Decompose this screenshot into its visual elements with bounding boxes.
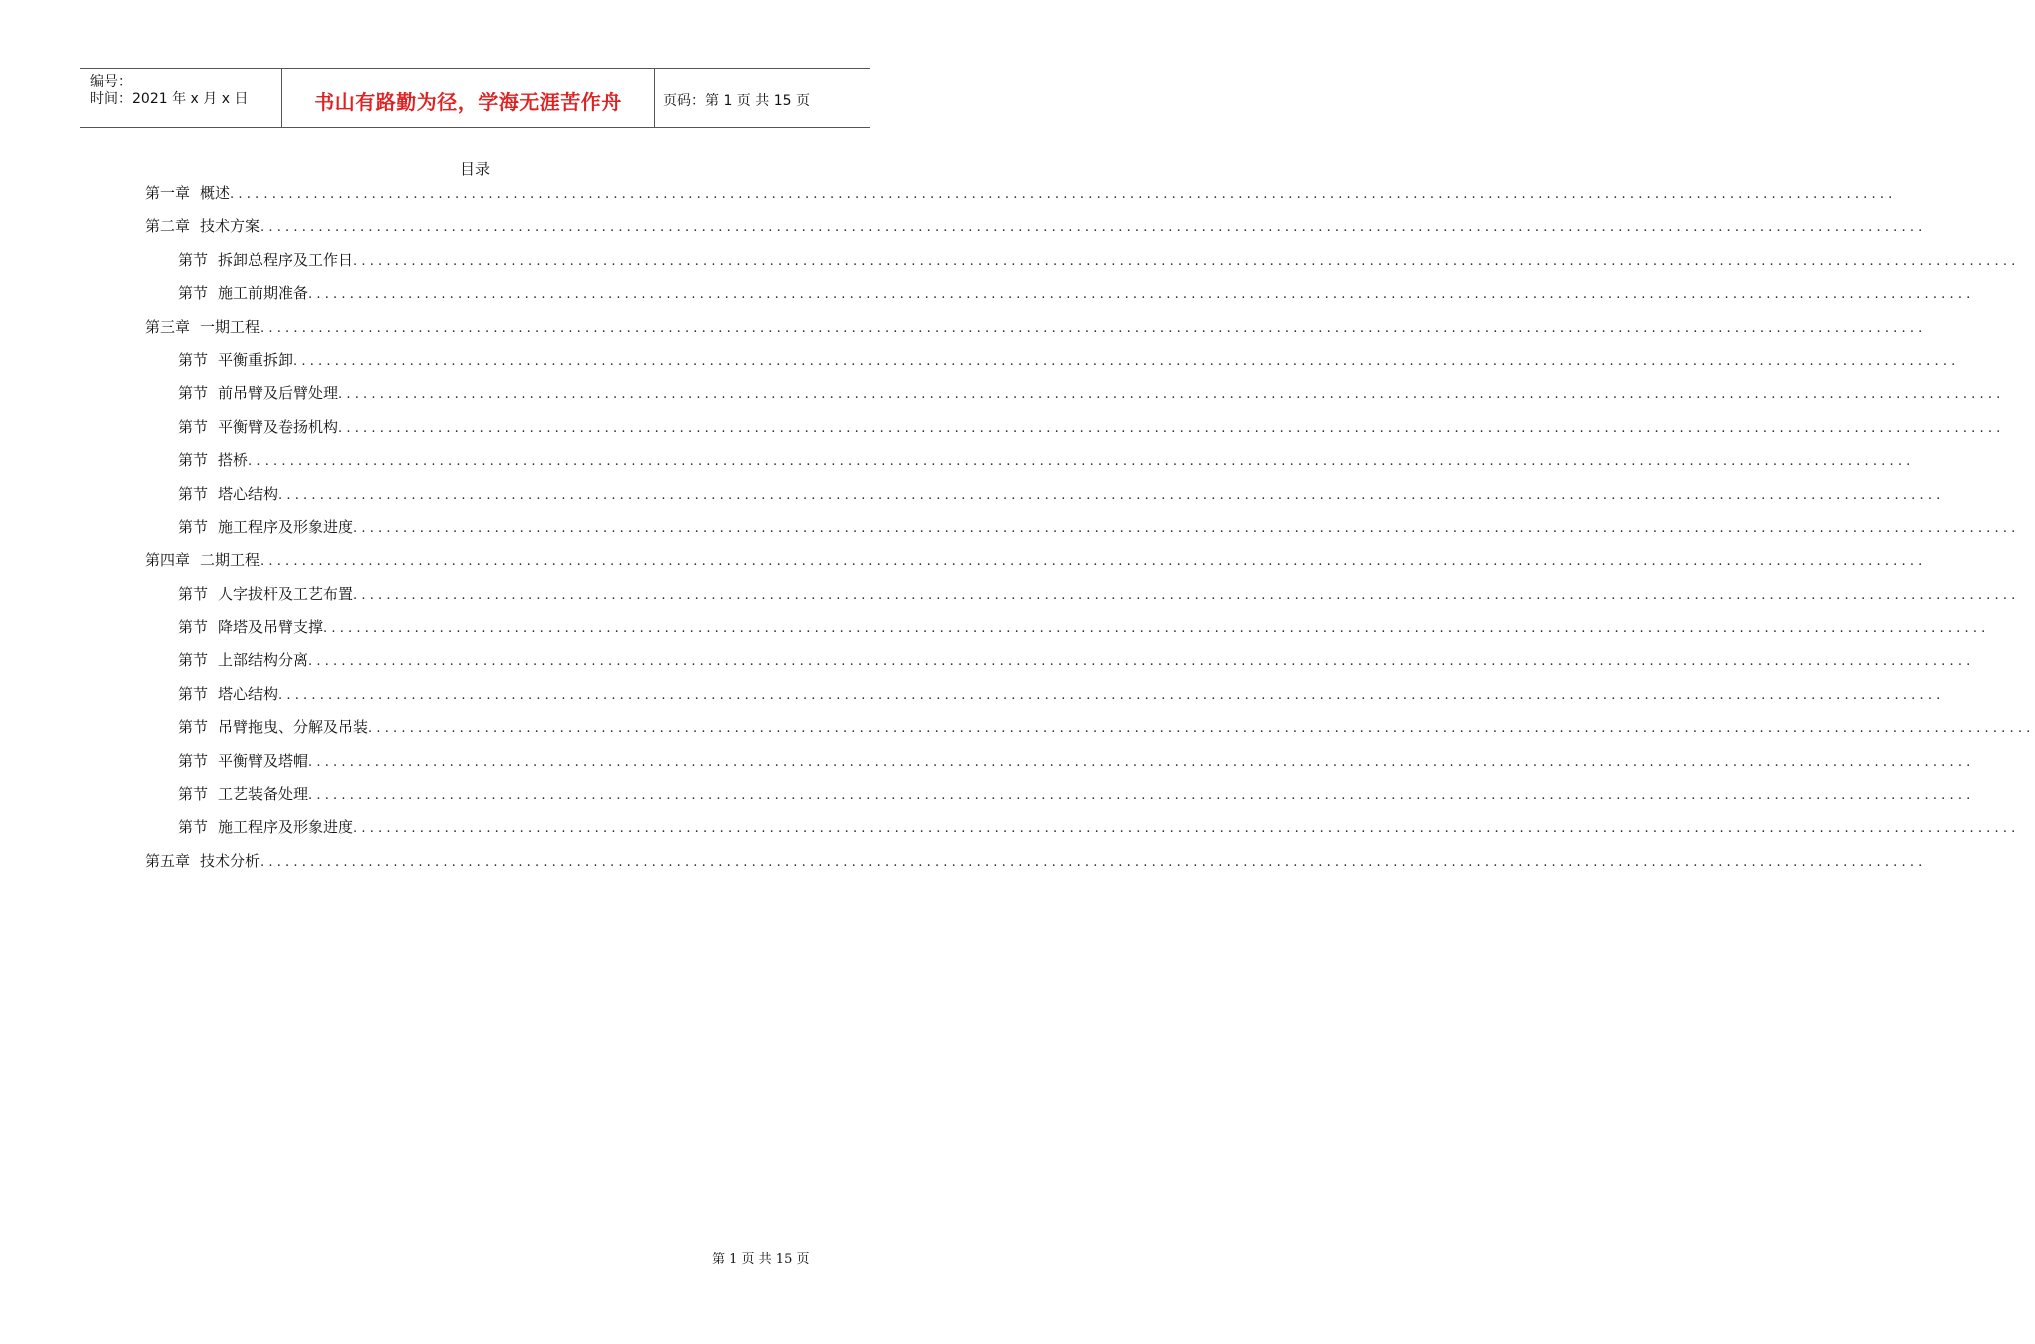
toc-entry-title: 一期工程 — [200, 317, 261, 336]
toc-entry-title: 塔心结构 — [218, 484, 279, 503]
toc-entry-label — [178, 414, 338, 440]
toc-entry-title: 概述 — [200, 184, 231, 202]
toc-entry-label — [178, 714, 368, 740]
toc-entry-title: 降塔及吊臂支撑 — [218, 618, 324, 637]
toc-entry-title: 施工程序及形象进度 — [218, 818, 354, 837]
toc-entry-title: 二期工程 — [200, 551, 261, 570]
toc-section-entry[interactable] — [145, 814, 2020, 847]
toc-entry-title: 平衡重拆卸 — [218, 350, 294, 369]
toc-entry-prefix: 第节 — [178, 785, 209, 804]
toc-dot-leader: ........................................................................................................................................................................................................ — [353, 520, 2020, 536]
toc-dot-leader: ........................................................................................................................................................................................................ — [308, 654, 1975, 670]
toc-entry-label — [145, 314, 260, 340]
toc-entry-title: 上部结构分离 — [218, 651, 309, 670]
toc-entry-prefix: 第节 — [178, 618, 209, 637]
toc-chapter-entry[interactable] — [145, 213, 1927, 246]
toc-section-entry[interactable] — [145, 447, 1915, 480]
toc-entry-label — [178, 814, 353, 840]
toc-entry-title: 施工程序及形象进度 — [218, 517, 354, 536]
page-footer: 第 1 页 共 15 页 — [712, 1252, 810, 1267]
toc-entry-prefix: 第节 — [178, 718, 209, 737]
toc-entry-label — [178, 614, 323, 640]
toc-entry-prefix: 第节 — [178, 250, 209, 269]
toc-chapter-entry[interactable] — [145, 848, 1927, 881]
toc-entry-title: 平衡臂及塔帽 — [218, 751, 309, 770]
toc-entry-title: 施工前期准备 — [218, 284, 309, 303]
toc-dot-leader: ........................................................................................................................................................................................................ — [260, 320, 1927, 336]
toc-entry-label — [178, 347, 293, 373]
toc-entry-prefix: 第节 — [178, 684, 209, 703]
toc-entry-label — [178, 247, 353, 273]
toc-entry-prefix: 第一章 — [145, 184, 191, 202]
toc-chapter-entry[interactable] — [145, 547, 1927, 580]
toc-dot-leader: ........................................................................................................................................................................................................ — [353, 821, 2020, 837]
toc-section-entry[interactable] — [145, 647, 1975, 680]
toc-dot-leader: ........................................................................................................................................................................................................ — [368, 721, 2035, 737]
toc-entry-prefix: 第节 — [178, 584, 209, 603]
toc-entry-label — [178, 380, 338, 406]
header-info-cell — [80, 69, 281, 127]
toc-entry-title: 技术方案 — [200, 217, 261, 236]
toc-entry-title: 人字拔杆及工艺布置 — [218, 584, 354, 603]
toc-dot-leader: ........................................................................................................................................................................................................ — [308, 754, 1975, 770]
toc-entry-label — [145, 213, 260, 239]
toc-dot-leader: ........................................................................................................................................................................................................ — [323, 621, 1990, 637]
header-motto-cell — [281, 69, 655, 127]
toc-dot-leader: ........................................................................................................................................................................................................ — [338, 420, 2005, 436]
toc-entry-prefix: 第三章 — [145, 317, 191, 336]
toc-section-entry[interactable] — [145, 748, 1975, 781]
toc-entry-prefix: 第节 — [178, 818, 209, 837]
toc-dot-leader: ........................................................................................................................................................................................................ — [260, 220, 1927, 236]
toc-section-entry[interactable] — [145, 380, 2005, 413]
toc-entry-prefix: 第节 — [178, 751, 209, 770]
toc-dot-leader: ........................................................................................................................................................................................................ — [278, 687, 1945, 703]
toc-section-entry[interactable] — [145, 481, 1945, 514]
toc-entry-label — [178, 280, 308, 306]
toc-dot-leader: ........................................................................................................................................................................................................ — [308, 287, 1975, 303]
toc-entry-prefix: 第节 — [178, 651, 209, 670]
header-page-number: 页码：第 1 页 共 15 页 — [663, 93, 810, 109]
toc-dot-leader: ........................................................................................................................................................................................................ — [353, 587, 2020, 603]
toc-entry-prefix: 第节 — [178, 517, 209, 536]
toc-entry-prefix: 第节 — [178, 350, 209, 369]
toc-chapter-entry[interactable] — [145, 314, 1927, 347]
toc-dot-leader: ........................................................................................................................................................................................................ — [230, 187, 1897, 202]
toc-entry-label — [145, 547, 260, 573]
toc-entry-label — [145, 180, 230, 206]
toc-chapter-entry[interactable] — [145, 180, 1897, 213]
toc-section-entry[interactable] — [145, 614, 1990, 647]
toc-entry-prefix: 第节 — [178, 451, 209, 470]
toc-entry-title: 拆卸总程序及工作日 — [218, 250, 354, 269]
toc-entry-prefix: 第节 — [178, 417, 209, 436]
toc-entry-label — [178, 514, 353, 540]
toc-entry-label — [178, 647, 308, 673]
toc-entry-label — [178, 748, 308, 774]
toc-dot-leader: ........................................................................................................................................................................................................ — [293, 353, 1960, 369]
toc-entry-prefix: 第五章 — [145, 851, 191, 870]
table-of-contents — [145, 180, 2035, 881]
toc-entry-title: 前吊臂及后臂处理 — [218, 384, 339, 403]
toc-section-entry[interactable] — [145, 581, 2020, 614]
toc-entry-label — [145, 848, 260, 874]
toc-entry-title: 塔心结构 — [218, 684, 279, 703]
toc-section-entry[interactable] — [145, 280, 1975, 313]
toc-entry-title: 吊臂拖曳、分解及吊装 — [218, 718, 369, 737]
toc-entry-prefix: 第节 — [178, 384, 209, 403]
toc-entry-label — [178, 781, 308, 807]
toc-entry-title: 技术分析 — [200, 851, 261, 870]
document-date-label: 时间：2021 年 x 月 x 日 — [90, 91, 249, 107]
toc-title: 目录 — [459, 160, 490, 178]
toc-entry-prefix: 第二章 — [145, 217, 191, 236]
page-header — [80, 68, 870, 128]
toc-entry-title: 搭桥 — [218, 451, 249, 470]
toc-dot-leader: ........................................................................................................................................................................................................ — [248, 454, 1915, 470]
toc-dot-leader: ........................................................................................................................................................................................................ — [338, 387, 2005, 403]
toc-section-entry[interactable] — [145, 681, 1945, 714]
header-motto: 书山有路勤为径，学海无涯苦作舟 — [314, 90, 622, 114]
toc-section-entry[interactable] — [145, 247, 2020, 280]
toc-dot-leader: ........................................................................................................................................................................................................ — [278, 487, 1945, 503]
toc-entry-label — [178, 681, 278, 707]
toc-entry-title: 工艺装备处理 — [218, 785, 309, 804]
toc-section-entry[interactable] — [145, 781, 1975, 814]
toc-entry-label — [178, 481, 278, 507]
toc-dot-leader: ........................................................................................................................................................................................................ — [260, 554, 1927, 570]
toc-entry-label — [178, 447, 248, 473]
toc-dot-leader: ........................................................................................................................................................................................................ — [260, 854, 1927, 870]
toc-dot-leader: ........................................................................................................................................................................................................ — [353, 253, 2020, 269]
toc-entry-prefix: 第节 — [178, 284, 209, 303]
toc-section-entry[interactable] — [145, 714, 2035, 747]
toc-entry-prefix: 第四章 — [145, 551, 191, 570]
toc-section-entry[interactable] — [145, 514, 2020, 547]
toc-entry-label — [178, 581, 353, 607]
toc-entry-prefix: 第节 — [178, 484, 209, 503]
toc-section-entry[interactable] — [145, 414, 2005, 447]
toc-section-entry[interactable] — [145, 347, 1960, 380]
header-page-cell — [655, 69, 870, 127]
document-code-label: 编号： — [90, 74, 132, 90]
toc-dot-leader: ........................................................................................................................................................................................................ — [308, 788, 1975, 804]
toc-entry-title: 平衡臂及卷扬机构 — [218, 417, 339, 436]
